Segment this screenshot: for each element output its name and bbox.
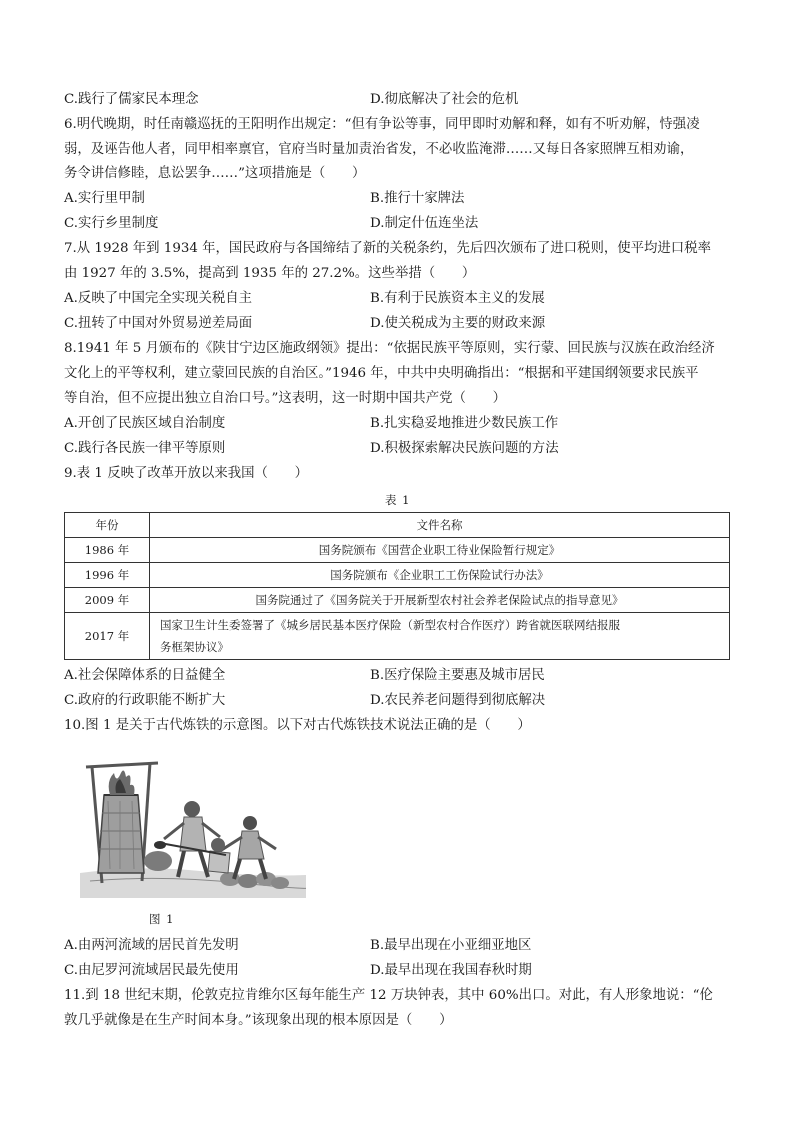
q6-option-c: C.实行乡里制度 [64,216,159,231]
table-1 [64,512,730,660]
table-row [65,588,730,613]
row-doc: 国务院颁布《国营企业职工待业保险暂行规定》 [150,538,730,563]
table-1-title: 表 1 [385,493,411,507]
q7-option-d: D.使关税成为主要的财政来源 [370,316,546,331]
q7-option-a: A.反映了中国完全实现关税自主 [64,291,253,306]
q9-option-b: B.医疗保险主要惠及城市居民 [370,668,545,683]
table-row [65,613,730,660]
q9-option-d: D.农民养老问题得到彻底解决 [370,693,546,708]
q6-option-a: A.实行里甲制 [64,191,145,206]
q8-stem-line-1: 8.1941 年 5 月颁布的《陕甘宁边区施政纲领》提出：“依据民族平等原则，实行蒙、回民族与汉族在政治经济 [64,341,715,356]
q6-option-d: D.制定什伍连坐法 [370,216,479,231]
q6-stem-line-2: 弱，及诬告他人者，同甲相率禀官，官府当时量加责治省发，不必收监淹滞……又每日各家照牌互相劝谕， [64,142,694,157]
q9-option-c: C.政府的行政职能不断扩大 [64,693,226,708]
q11-stem-line-2: 敦几乎就像是在生产时间本身。”该现象出现的根本原因是（ ） [64,1013,453,1028]
row-doc: 国务院通过了《国务院关于开展新型农村社会养老保险试点的指导意见》 [150,588,730,613]
q8-stem-line-3: 等自治，但不应提出独立自治口号。”这表明，这一时期中国共产党（ ） [64,391,507,406]
q10-stem-line-1: 10.图 1 是关于古代炼铁的示意图。以下对古代炼铁技术说法正确的是（ ） [64,718,531,733]
q9-option-a: A.社会保障体系的日益健全 [64,668,226,683]
q8-option-d: D.积极探索解决民族问题的方法 [370,441,559,456]
row-doc [150,613,730,660]
ancient-iron-smelting-illustration [80,753,306,898]
q8-option-c: C.践行各民族一律平等原则 [64,441,226,456]
row-year: 1986 年 [65,538,150,563]
row-year: 1996 年 [65,563,150,588]
q7-stem-line-2: 由 1927 年的 3.5%，提高到 1935 年的 27.2%。这些举措（ ） [64,266,476,281]
q8-option-a: A.开创了民族区域自治制度 [64,416,226,431]
header-year: 年份 [65,513,150,538]
table-row [65,538,730,563]
q5-option-d: D.彻底解决了社会的危机 [370,92,519,107]
row-doc: 国务院颁布《企业职工工伤保险试行办法》 [150,563,730,588]
q9-stem-line-1: 9.表 1 反映了改革开放以来我国（ ） [64,466,309,481]
q6-stem-line-3: 务令讲信修睦，息讼罢争……”这项措施是（ ） [64,166,366,181]
q8-option-b: B.扎实稳妥地推进少数民族工作 [370,416,559,431]
q7-stem-line-1: 7.从 1928 年到 1934 年，国民政府与各国缔结了新的关税条约，先后四次颁布了进口税则，使平均进口税率 [64,241,711,256]
q10-option-c: C.由尼罗河流域居民最先使用 [64,963,239,978]
table-header-row [65,513,730,538]
q6-stem-line-1: 6.明代晚期，时任南赣巡抚的王阳明作出规定：“但有争讼等事，同甲即时劝解和释，如有不听劝解，恃强凌 [64,117,700,132]
q7-option-b: B.有利于民族资本主义的发展 [370,291,545,306]
q10-option-d: D.最早出现在我国春秋时期 [370,963,532,978]
q5-option-c: C.践行了儒家民本理念 [64,92,199,107]
figure-1-caption: 图 1 [149,912,175,926]
q10-option-a: A.由两河流域的居民首先发明 [64,938,239,953]
table-row [65,563,730,588]
q7-option-c: C.扭转了中国对外贸易逆差局面 [64,316,253,331]
header-doc: 文件名称 [150,513,730,538]
row-year: 2009 年 [65,588,150,613]
q6-option-b: B.推行十家牌法 [370,191,465,206]
row-doc-line-1: 国家卫生计生委签署了《城乡居民基本医疗保险（新型农村合作医疗）跨省就医联网结报服 [160,618,620,632]
q8-stem-line-2: 文化上的平等权利，建立蒙回民族的自治区。”1946 年，中共中央明确指出：“根据和平建国纲领要求民族平 [64,366,699,381]
row-year: 2017 年 [65,613,150,660]
q10-option-b: B.最早出现在小亚细亚地区 [370,938,532,953]
row-doc-line-2: 务框架协议》 [160,640,229,654]
q11-stem-line-1: 11.到 18 世纪末期，伦敦克拉肯维尔区每年能生产 12 万块钟表，其中 60%出口。对此，有人形象地说：“伦 [64,988,713,1003]
